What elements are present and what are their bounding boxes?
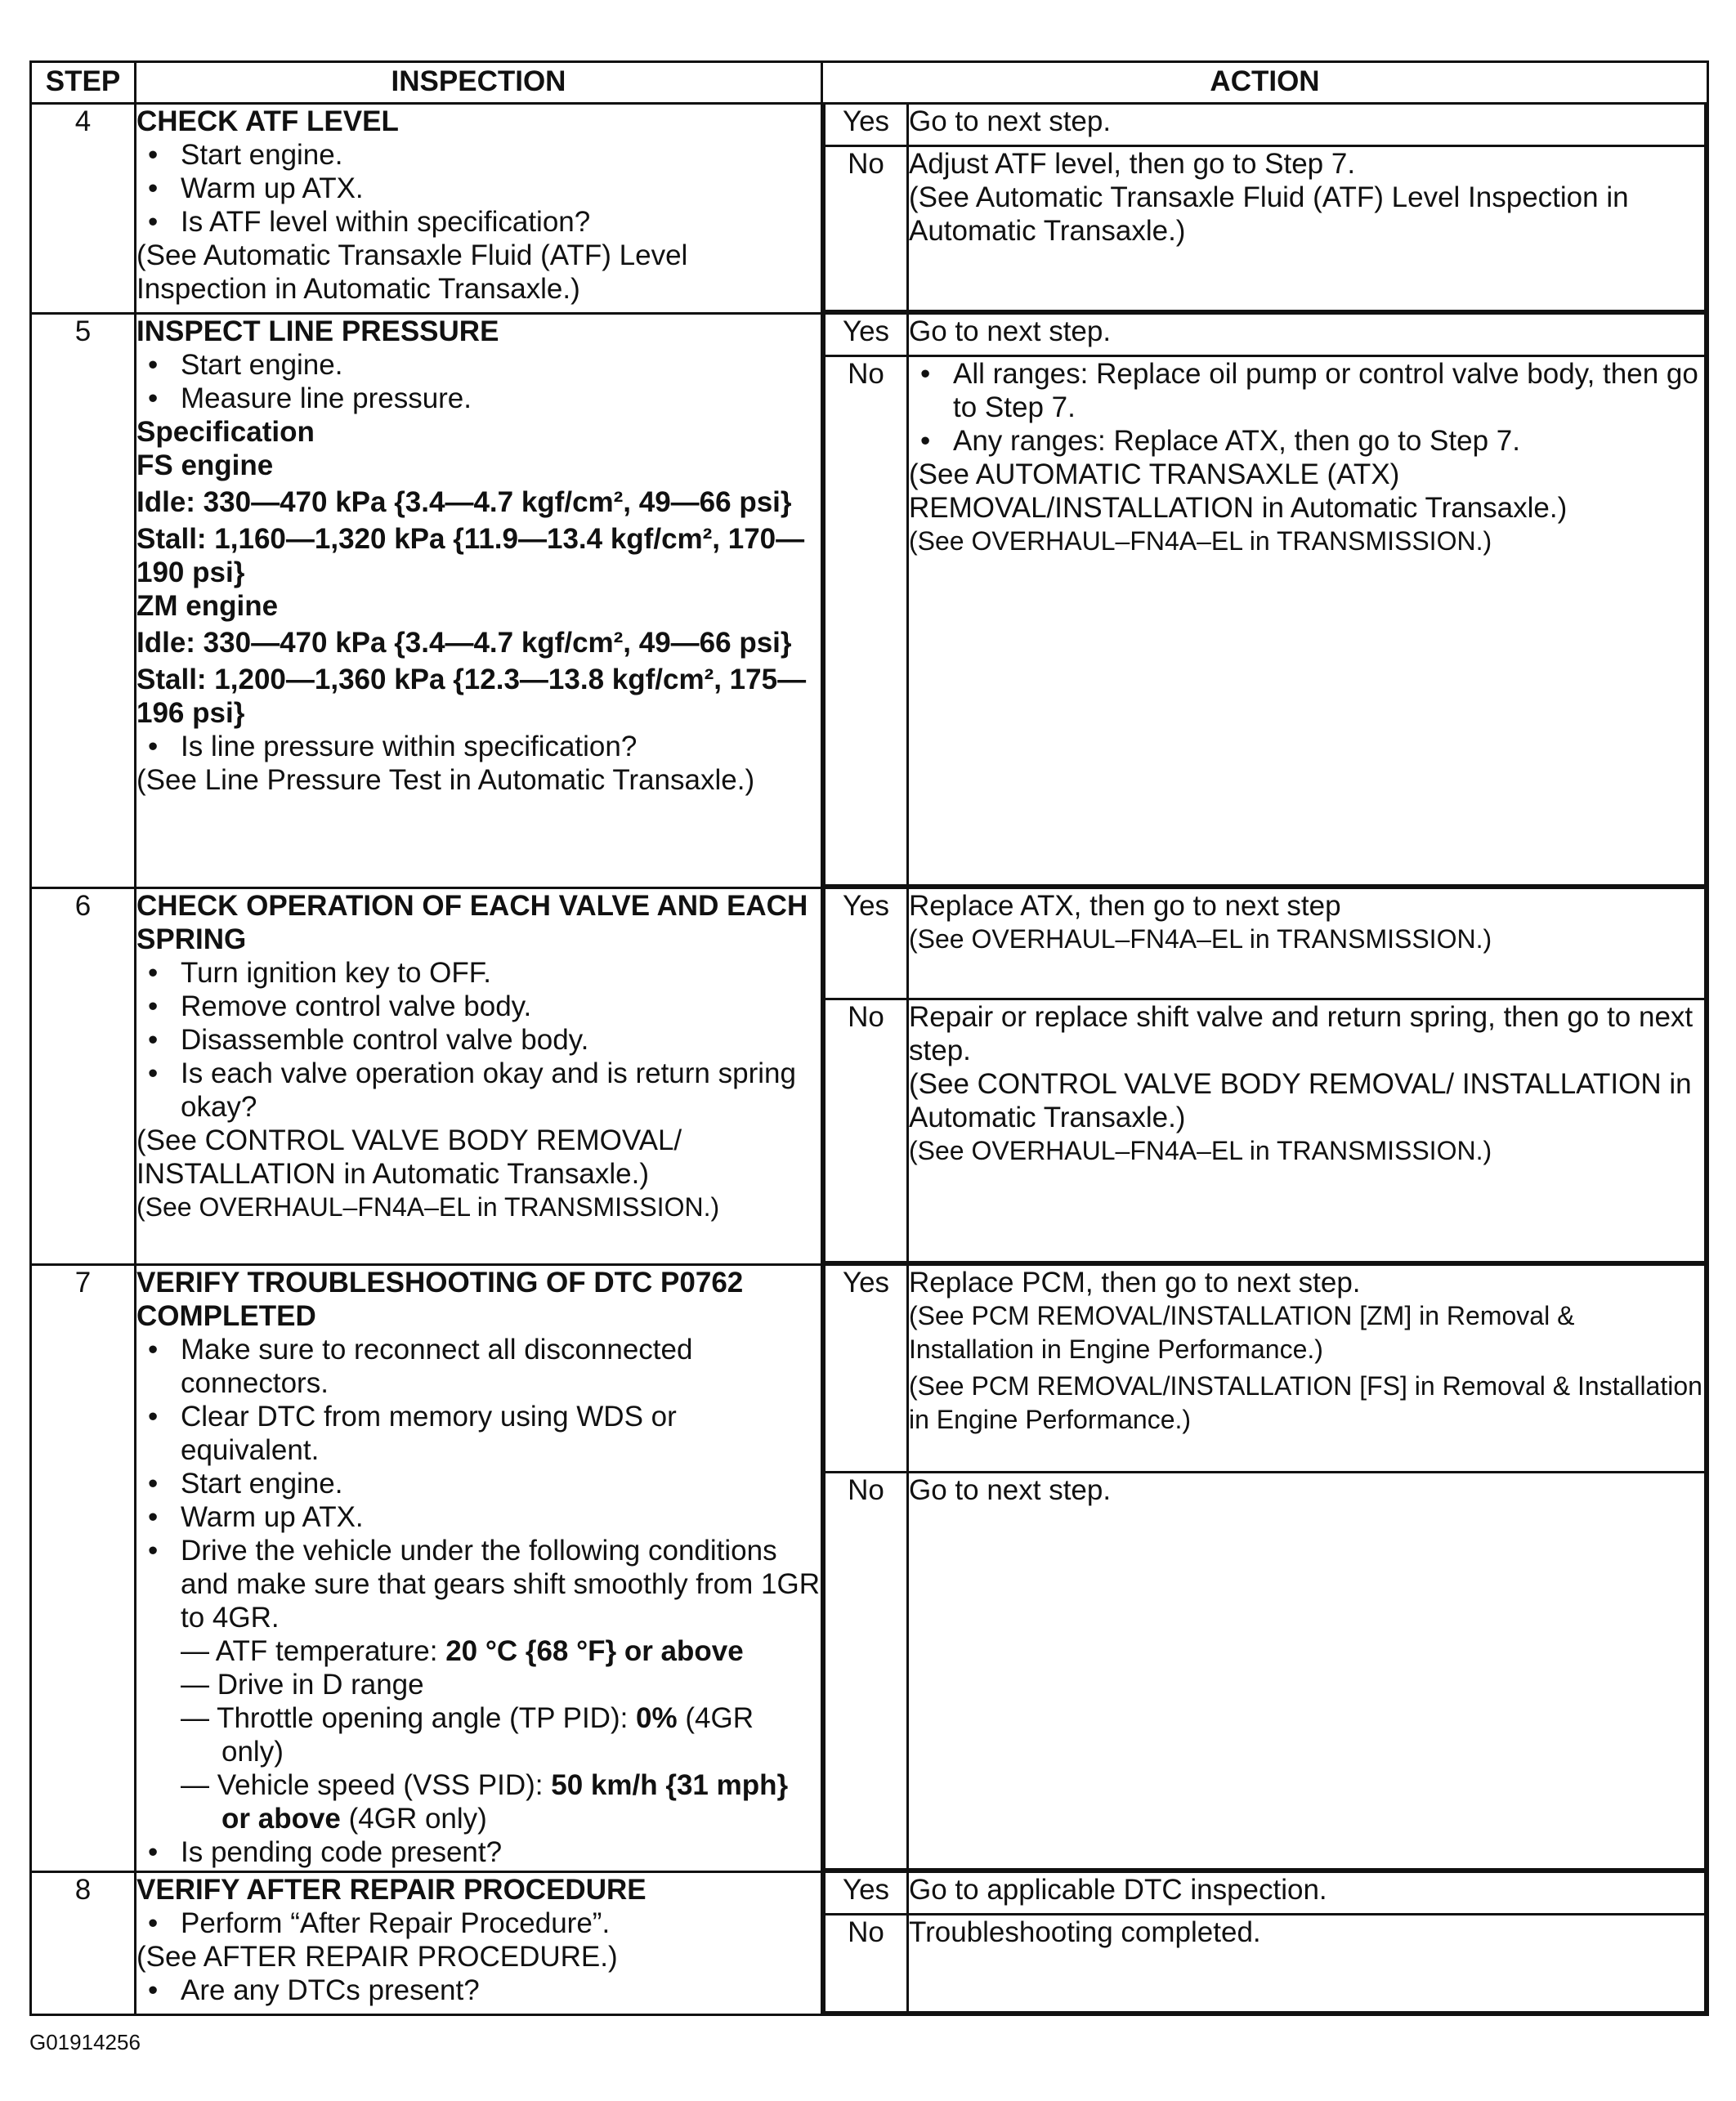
step-title: INSPECT LINE PRESSURE [136, 315, 499, 347]
action-list [909, 357, 1704, 458]
yes-no-table [823, 889, 1707, 1263]
condition-item: — Drive in D range [181, 1669, 424, 1701]
step-header: STEP [31, 62, 136, 104]
step-title: VERIFY AFTER REPAIR PROCEDURE [136, 1874, 647, 1906]
yes-label: Yes [825, 1266, 908, 1472]
list-item: • Are any DTCs present? [136, 1974, 821, 2007]
step-row-4 [31, 104, 1708, 314]
action-text: Adjust ATF level, then go to Step 7. [909, 147, 1356, 180]
no-action [908, 999, 1706, 1263]
step-row-5 [31, 314, 1708, 888]
condition-item: — Throttle opening angle (TP PID): 0% (4GR only) [181, 1702, 754, 1768]
diagnostic-table [29, 60, 1709, 2016]
action-cell [822, 1872, 1708, 2015]
yes-label: Yes [825, 889, 908, 999]
list-item: • Start engine. [136, 348, 821, 382]
action-cell [822, 314, 1708, 888]
list-item: • Drive the vehicle under the following conditions and make sure that gears shift smoothly from 1GR to 4GR. [136, 1534, 821, 1634]
inspection-cell [136, 104, 822, 314]
yes-no-table [823, 1266, 1707, 1871]
yes-action [908, 889, 1706, 999]
list-item: • Start engine. [136, 1467, 821, 1500]
list-item: • All ranges: Replace oil pump or control valve body, then go to Step 7. [909, 357, 1704, 424]
reference-note: (See PCM REMOVAL/INSTALLATION [FS] in Removal & Installation in Engine Performance.) [909, 1371, 1702, 1434]
spec-label: Specification [136, 416, 315, 448]
list-item: • Disassemble control valve body. [136, 1023, 821, 1057]
reference-note: (See Automatic Transaxle Fluid (ATF) Level Inspection in Automatic Transaxle.) [909, 181, 1629, 247]
inspection-cell [136, 1265, 822, 1872]
inspection-list [136, 1333, 821, 1634]
inspection-list [136, 730, 821, 763]
step-number: 8 [31, 1872, 136, 2015]
step-row-7 [31, 1265, 1708, 1872]
list-item: • Clear DTC from memory using WDS or equivalent. [136, 1400, 821, 1467]
list-item: • Is each valve operation okay and is return spring okay? [136, 1057, 821, 1124]
yes-no-table [823, 315, 1707, 887]
step-number: 5 [31, 314, 136, 888]
engine-label: ZM engine [136, 590, 279, 622]
step-number: 4 [31, 104, 136, 314]
yes-action: Go to applicable DTC inspection. [908, 1873, 1706, 1914]
reference-note: (See OVERHAUL–FN4A–EL in TRANSMISSION.) [909, 525, 1492, 556]
reference-note: (See OVERHAUL–FN4A–EL in TRANSMISSION.) [909, 924, 1492, 954]
action-cell [822, 888, 1708, 1265]
list-item: • Remove control valve body. [136, 990, 821, 1023]
inspection-cell [136, 1872, 822, 2015]
no-label: No [825, 145, 908, 311]
no-label: No [825, 999, 908, 1263]
engine-label: FS engine [136, 449, 274, 481]
header-row [31, 62, 1708, 104]
step-row-8 [31, 1872, 1708, 2015]
spec-value: Idle: 330—470 kPa {3.4—4.7 kgf/cm², 49—66 psi} [136, 486, 792, 518]
yes-no-table [823, 1873, 1707, 2014]
inspection-header: INSPECTION [136, 62, 822, 104]
action-text: Repair or replace shift valve and return spring, then go to next step. [909, 1000, 1693, 1066]
inspection-cell [136, 314, 822, 888]
action-cell [822, 104, 1708, 314]
step-row-6 [31, 888, 1708, 1265]
figure-code: G01914256 [29, 2030, 141, 2054]
spec-value: Stall: 1,200—1,360 kPa {12.3—13.8 kgf/cm², 175—196 psi} [136, 664, 807, 729]
reference-note: (See PCM REMOVAL/INSTALLATION [ZM] in Removal & Installation in Engine Performance.) [909, 1301, 1575, 1364]
step-number: 7 [31, 1265, 136, 1872]
step-title: CHECK OPERATION OF EACH VALVE AND EACH SPRING [136, 890, 808, 955]
list-item: • Warm up ATX. [136, 172, 821, 205]
list-item: • Is line pressure within specification? [136, 730, 821, 763]
no-action [908, 355, 1706, 886]
reference-note: (See Line Pressure Test in Automatic Transaxle.) [136, 764, 755, 796]
reference-note: (See AUTOMATIC TRANSAXLE (ATX) REMOVAL/INSTALLATION in Automatic Transaxle.) [909, 458, 1568, 524]
action-header: ACTION [822, 62, 1708, 104]
list-item: • Is ATF level within specification? [136, 205, 821, 239]
spec-value: Stall: 1,160—1,320 kPa {11.9—13.4 kgf/cm², 170—190 psi} [136, 523, 805, 588]
condition-item: — ATF temperature: 20 °C {68 °F} or above [181, 1635, 744, 1667]
inspection-list [136, 348, 821, 415]
yes-label: Yes [825, 315, 908, 355]
list-item: • Make sure to reconnect all disconnected connectors. [136, 1333, 821, 1400]
reference-note: (See OVERHAUL–FN4A–EL in TRANSMISSION.) [909, 1135, 1492, 1165]
no-label: No [825, 1472, 908, 1870]
inspection-list [136, 1907, 821, 1940]
reference-note: (See Automatic Transaxle Fluid (ATF) Level Inspection in Automatic Transaxle.) [136, 239, 688, 305]
yes-action [908, 1266, 1706, 1472]
reference-note: (See AFTER REPAIR PROCEDURE.) [136, 1941, 618, 1973]
condition-list [136, 1634, 821, 1835]
step-number: 6 [31, 888, 136, 1265]
list-item: • Perform “After Repair Procedure”. [136, 1907, 821, 1940]
list-item: • Warm up ATX. [136, 1500, 821, 1534]
no-action: Go to next step. [908, 1472, 1706, 1870]
inspection-cell [136, 888, 822, 1265]
condition-item: — Vehicle speed (VSS PID): 50 km/h {31 mph} or above (4GR only) [181, 1769, 789, 1835]
yes-label: Yes [825, 1873, 908, 1914]
step-title: CHECK ATF LEVEL [136, 105, 399, 137]
list-item: • Is pending code present? [136, 1835, 821, 1869]
no-label: No [825, 1914, 908, 2013]
inspection-list [136, 1974, 821, 2007]
list-item: • Measure line pressure. [136, 382, 821, 415]
action-text: Replace ATX, then go to next step [909, 890, 1341, 922]
yes-action: Go to next step. [908, 315, 1706, 355]
list-item: • Turn ignition key to OFF. [136, 956, 821, 990]
inspection-list [136, 138, 821, 239]
no-action: Troubleshooting completed. [908, 1914, 1706, 2013]
reference-note: (See OVERHAUL–FN4A–EL in TRANSMISSION.) [136, 1192, 720, 1222]
action-text: Replace PCM, then go to next step. [909, 1267, 1361, 1299]
inspection-list [136, 956, 821, 1124]
yes-no-table [823, 105, 1707, 312]
inspection-list [136, 1835, 821, 1869]
list-item: • Start engine. [136, 138, 821, 172]
yes-action: Go to next step. [908, 105, 1706, 145]
reference-note: (See CONTROL VALVE BODY REMOVAL/ INSTALLATION in Automatic Transaxle.) [909, 1067, 1692, 1133]
step-title: VERIFY TROUBLESHOOTING OF DTC P0762 COMPLETED [136, 1267, 744, 1332]
no-action [908, 145, 1706, 311]
no-label: No [825, 355, 908, 886]
reference-note: (See CONTROL VALVE BODY REMOVAL/ INSTALLATION in Automatic Transaxle.) [136, 1124, 682, 1190]
yes-label: Yes [825, 105, 908, 145]
spec-value: Idle: 330—470 kPa {3.4—4.7 kgf/cm², 49—66 psi} [136, 627, 792, 659]
list-item: • Any ranges: Replace ATX, then go to Step 7. [909, 424, 1704, 458]
diagnostic-procedure [29, 60, 1707, 2016]
action-cell [822, 1265, 1708, 1872]
